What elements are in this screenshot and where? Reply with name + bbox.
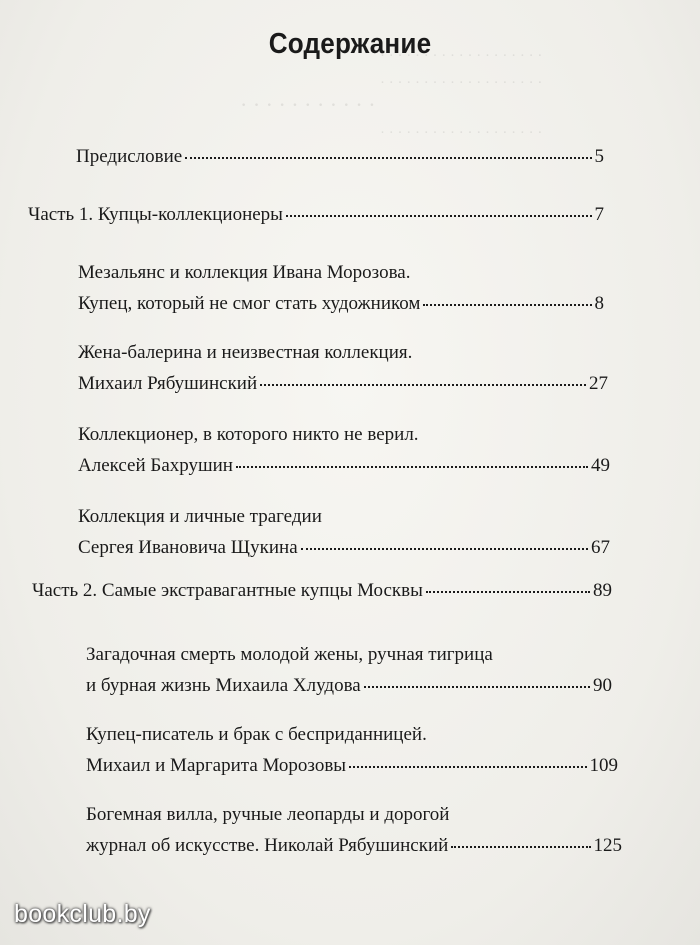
- toc-page-number: 109: [589, 755, 618, 776]
- toc-entry-title: Часть 2. Самые экстравагантные купцы Москвы: [32, 580, 423, 601]
- toc-entry-title: Михаил Рябушинский: [78, 373, 258, 394]
- toc-entry-title: журнал об искусстве. Николай Рябушинский: [86, 835, 449, 856]
- toc-entry-chapter[interactable]: [86, 724, 618, 777]
- toc-entry-title: Сергея Ивановича Щукина: [78, 537, 298, 558]
- toc-entry-chapter[interactable]: [78, 342, 608, 395]
- dot-leader: [301, 548, 588, 550]
- dot-leader: [451, 846, 590, 848]
- toc-page-number: 89: [593, 580, 612, 601]
- toc-entry-chapter[interactable]: [78, 262, 604, 315]
- dot-leader: [185, 157, 591, 159]
- toc-entry-title-line1: Купец-писатель и брак с бесприданницей.: [86, 724, 427, 745]
- toc-entry-chapter[interactable]: [78, 424, 610, 477]
- toc-entry-chapter[interactable]: [78, 506, 610, 559]
- page-title: Содержание: [268, 28, 432, 60]
- toc-entry-title: Алексей Бахрушин: [78, 455, 233, 476]
- toc-entry-title: Михаил и Маргарита Морозовы: [86, 755, 347, 776]
- toc-entry-title-line1: Коллекционер, в которого никто не верил.: [78, 424, 419, 445]
- toc-entry-title: и бурная жизнь Михаила Хлудова: [86, 675, 361, 696]
- dot-leader: [364, 686, 590, 688]
- toc-entry-title: Часть 1. Купцы-коллекционеры: [28, 204, 283, 225]
- watermark-logo: bookclub.by: [14, 900, 151, 928]
- toc-page-number: 90: [593, 675, 612, 696]
- toc-page-number: 67: [591, 537, 610, 558]
- toc-entry-title-line1: Мезальянс и коллекция Ивана Морозова.: [78, 262, 411, 283]
- dot-leader: [349, 766, 586, 768]
- dot-leader: [423, 304, 591, 306]
- toc-page-number: 7: [594, 204, 604, 225]
- dot-leader: [236, 466, 588, 468]
- toc-entry-title-line1: Загадочная смерть молодой жены, ручная тигрица: [86, 644, 493, 665]
- toc-entry-title: Предисловие: [76, 146, 183, 167]
- show-through-text: · · · · · · · · · · · · · · · · · · ·: [380, 125, 543, 141]
- toc-entry-chapter[interactable]: [86, 644, 612, 697]
- toc-page-number: 49: [591, 455, 610, 476]
- toc-entry-preface[interactable]: [76, 146, 604, 168]
- dot-leader: [260, 384, 586, 386]
- toc-entry-chapter[interactable]: [86, 804, 622, 857]
- dot-leader: [286, 215, 592, 217]
- show-through-text: · · · · · · · · · · · · · · · · · · ·: [380, 48, 543, 64]
- toc-entry-part-1[interactable]: [28, 204, 604, 226]
- dot-leader: [426, 591, 590, 593]
- toc-entry-title-line1: Богемная вилла, ручные леопарды и дорогой: [86, 804, 450, 825]
- toc-entry-title: Купец, который не смог стать художником: [78, 293, 421, 314]
- toc-page-number: 125: [593, 835, 622, 856]
- toc-page-number: 5: [594, 146, 604, 167]
- show-through-text: · · · · · · · · · · ·: [240, 92, 376, 117]
- toc-page-number: 27: [589, 373, 608, 394]
- show-through-text: · · · · · · · · · · · · · · · · · · ·: [380, 75, 543, 91]
- toc-entry-title-line1: Жена-балерина и неизвестная коллекция.: [78, 342, 413, 363]
- toc-entry-part-2[interactable]: [32, 580, 612, 602]
- toc-page-number: 8: [594, 293, 604, 314]
- toc-entry-title-line1: Коллекция и личные трагедии: [78, 506, 322, 527]
